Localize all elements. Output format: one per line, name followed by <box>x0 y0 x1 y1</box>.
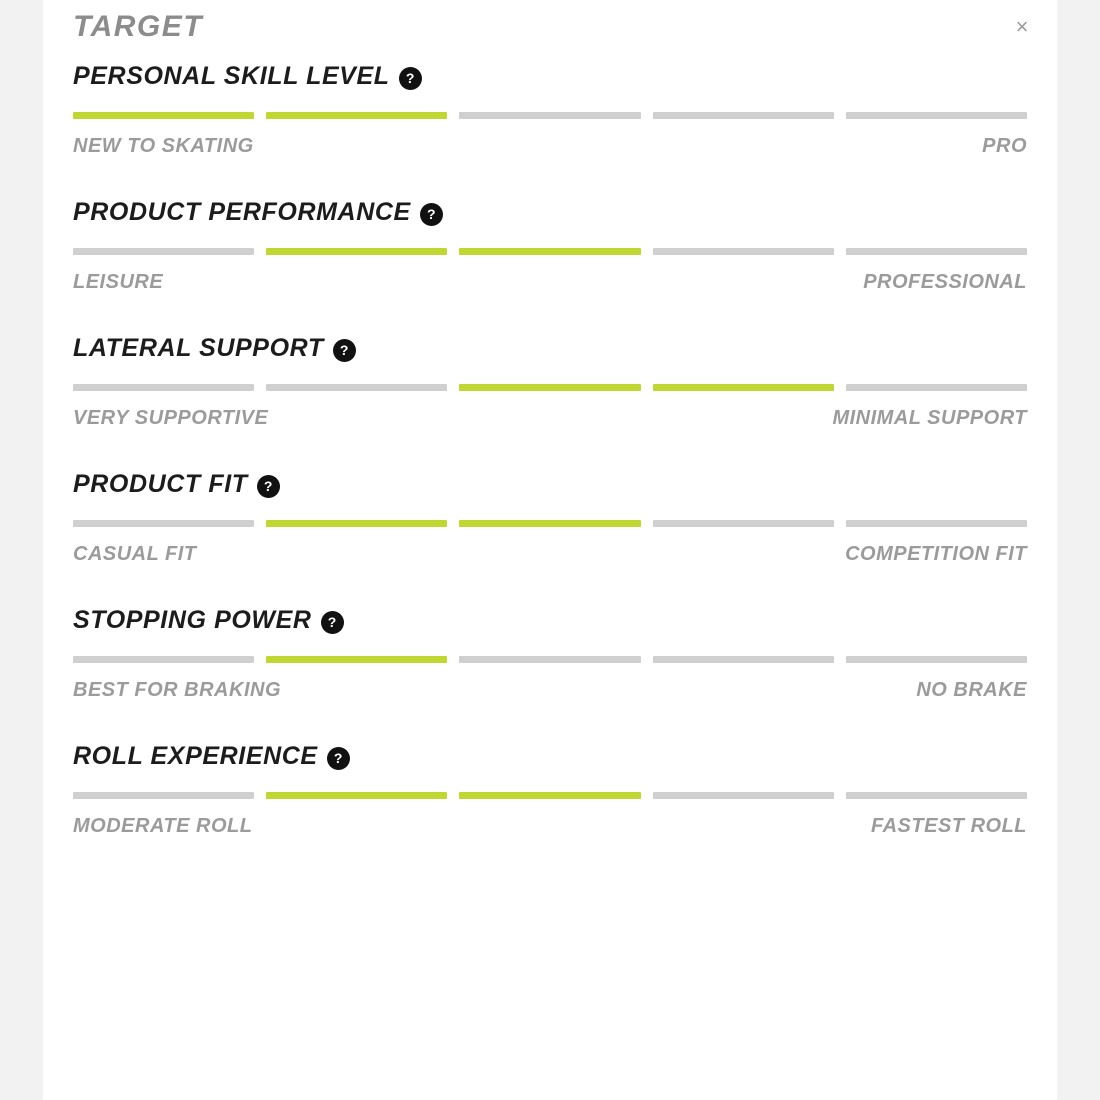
help-icon[interactable]: ? <box>399 67 422 90</box>
rating-segment[interactable] <box>73 520 254 527</box>
attribute-header <box>73 62 1027 91</box>
attribute-header <box>73 198 1027 227</box>
rating-segment[interactable] <box>73 112 254 119</box>
panel-header <box>43 0 1057 62</box>
scale-label-right: PRO <box>982 135 1027 157</box>
rating-segment[interactable] <box>653 792 834 799</box>
rating-segment[interactable] <box>846 112 1027 119</box>
attribute-label: LATERAL SUPPORT <box>73 334 324 362</box>
attribute-row <box>73 606 1027 702</box>
close-icon[interactable]: × <box>1009 14 1035 40</box>
scale-label-left: MODERATE ROLL <box>73 815 253 837</box>
scale-labels <box>73 679 1027 702</box>
attribute-header <box>73 334 1027 363</box>
scale-labels <box>73 407 1027 430</box>
rating-segment[interactable] <box>846 248 1027 255</box>
rating-segment[interactable] <box>846 792 1027 799</box>
attribute-label: ROLL EXPERIENCE <box>73 742 318 770</box>
attribute-label: PRODUCT PERFORMANCE <box>73 198 411 226</box>
help-icon[interactable]: ? <box>321 611 344 634</box>
rating-segment[interactable] <box>653 656 834 663</box>
rating-segment[interactable] <box>266 248 447 255</box>
rating-segment[interactable] <box>73 792 254 799</box>
scale-labels <box>73 543 1027 566</box>
scale-label-left: LEISURE <box>73 271 164 293</box>
rating-segment[interactable] <box>459 656 640 663</box>
scale-label-right: NO BRAKE <box>916 679 1027 701</box>
attribute-label: STOPPING POWER <box>73 606 312 634</box>
help-icon[interactable]: ? <box>257 475 280 498</box>
rating-track <box>73 792 1027 799</box>
rating-segment[interactable] <box>459 792 640 799</box>
scale-label-right: PROFESSIONAL <box>863 271 1027 293</box>
scale-labels <box>73 815 1027 838</box>
scale-labels <box>73 135 1027 158</box>
rating-segment[interactable] <box>73 248 254 255</box>
help-icon[interactable]: ? <box>333 339 356 362</box>
attribute-header <box>73 742 1027 771</box>
scale-label-right: MINIMAL SUPPORT <box>832 407 1027 429</box>
rating-segment[interactable] <box>459 248 640 255</box>
target-panel <box>43 0 1057 1100</box>
scale-label-left: VERY SUPPORTIVE <box>73 407 269 429</box>
scale-label-left: BEST FOR BRAKING <box>73 679 281 701</box>
rating-track <box>73 520 1027 527</box>
rating-segment[interactable] <box>653 520 834 527</box>
rating-track <box>73 248 1027 255</box>
rating-segment[interactable] <box>73 656 254 663</box>
rating-segment[interactable] <box>459 520 640 527</box>
attribute-row <box>73 742 1027 838</box>
help-icon[interactable]: ? <box>327 747 350 770</box>
rating-segment[interactable] <box>266 792 447 799</box>
attribute-row <box>73 470 1027 566</box>
rating-track <box>73 384 1027 391</box>
rating-segment[interactable] <box>846 656 1027 663</box>
rating-segment[interactable] <box>846 384 1027 391</box>
scale-label-right: COMPETITION FIT <box>845 543 1027 565</box>
rating-segment[interactable] <box>653 248 834 255</box>
attribute-row <box>73 334 1027 430</box>
rating-segment[interactable] <box>266 656 447 663</box>
scale-label-left: NEW TO SKATING <box>73 135 254 157</box>
rating-segment[interactable] <box>459 384 640 391</box>
attribute-label: PERSONAL SKILL LEVEL <box>73 62 390 90</box>
rating-segment[interactable] <box>266 520 447 527</box>
help-icon[interactable]: ? <box>420 203 443 226</box>
rating-track <box>73 656 1027 663</box>
attribute-row <box>73 62 1027 158</box>
rating-segment[interactable] <box>459 112 640 119</box>
scale-label-right: FASTEST ROLL <box>871 815 1027 837</box>
attribute-list <box>43 62 1057 838</box>
attribute-row <box>73 198 1027 294</box>
rating-segment[interactable] <box>653 384 834 391</box>
scale-labels <box>73 271 1027 294</box>
attribute-label: PRODUCT FIT <box>73 470 248 498</box>
rating-segment[interactable] <box>73 384 254 391</box>
rating-segment[interactable] <box>266 112 447 119</box>
scale-label-left: CASUAL FIT <box>73 543 197 565</box>
rating-segment[interactable] <box>653 112 834 119</box>
rating-segment[interactable] <box>266 384 447 391</box>
page-title: TARGET <box>73 10 204 43</box>
rating-segment[interactable] <box>846 520 1027 527</box>
attribute-header <box>73 470 1027 499</box>
rating-track <box>73 112 1027 119</box>
attribute-header <box>73 606 1027 635</box>
